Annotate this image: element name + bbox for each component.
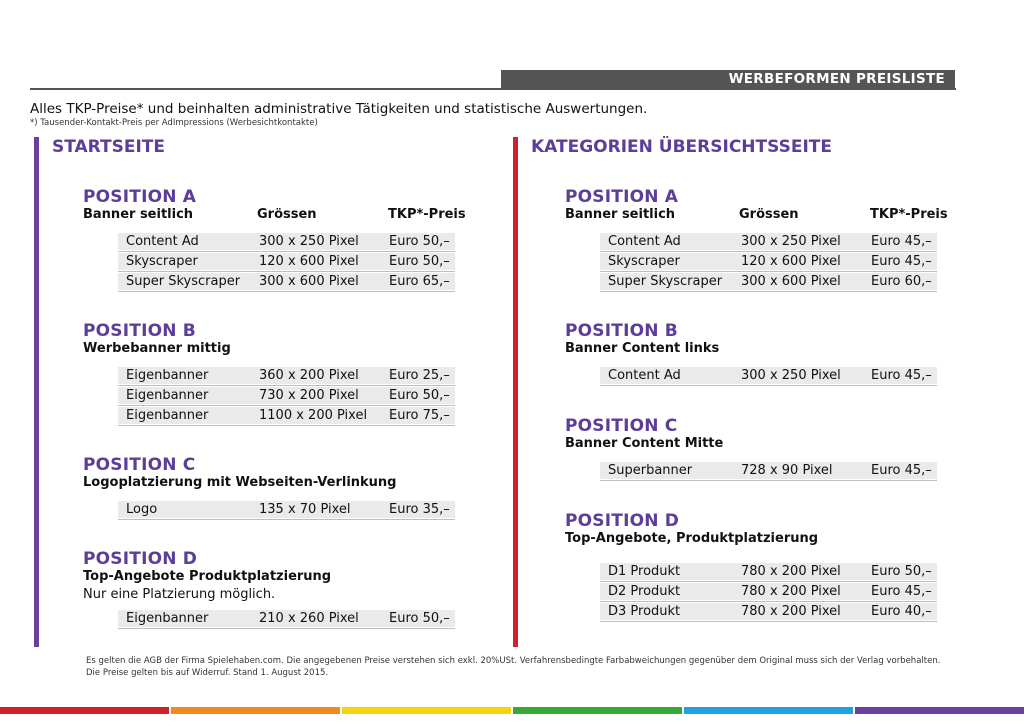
format-cell: Eigenbanner — [118, 407, 251, 424]
position-title: POSITION B — [565, 321, 678, 341]
price-cell: Euro 35,– — [381, 501, 455, 518]
price-table — [118, 609, 455, 629]
size-cell: 780 x 200 Pixel — [733, 603, 863, 620]
price-cell: Euro 50,– — [381, 253, 455, 270]
size-cell: 780 x 200 Pixel — [733, 563, 863, 580]
section-position-d — [565, 511, 965, 622]
table-row — [118, 272, 455, 292]
size-cell: 730 x 200 Pixel — [251, 387, 381, 404]
color-stripe — [342, 707, 511, 714]
table-row — [600, 602, 937, 622]
position-title: POSITION D — [565, 511, 680, 531]
section-position-d — [83, 549, 483, 629]
position-title: POSITION B — [83, 321, 196, 341]
column-accent-bar — [34, 137, 39, 647]
table-row — [600, 582, 937, 602]
header-price: TKP*-Preis — [388, 207, 466, 222]
section-position-a — [83, 187, 483, 292]
subtitle: Banner Content links — [565, 341, 720, 356]
title-rule — [30, 88, 956, 90]
table-row — [600, 461, 937, 481]
price-cell: Euro 45,– — [863, 462, 937, 479]
price-cell: Euro 45,– — [863, 233, 937, 250]
title-bar — [501, 70, 955, 90]
price-table — [118, 366, 455, 426]
price-cell: Euro 50,– — [381, 387, 455, 404]
price-table — [600, 366, 937, 386]
price-table — [118, 500, 455, 520]
format-cell: Eigenbanner — [118, 367, 251, 384]
format-cell: Superbanner — [600, 462, 733, 479]
price-cell: Euro 45,– — [863, 583, 937, 600]
format-cell: Skyscraper — [600, 253, 733, 270]
column-title: STARTSEITE — [52, 137, 165, 157]
format-cell: Super Skyscraper — [600, 273, 733, 290]
size-cell: 120 x 600 Pixel — [251, 253, 381, 270]
subtitle-row — [565, 436, 965, 453]
size-cell: 300 x 250 Pixel — [733, 367, 863, 384]
size-cell: 135 x 70 Pixel — [251, 501, 381, 518]
table-row — [600, 366, 937, 386]
size-cell: 728 x 90 Pixel — [733, 462, 863, 479]
table-row — [118, 500, 455, 520]
size-cell: 120 x 600 Pixel — [733, 253, 863, 270]
table-row — [118, 609, 455, 629]
footnote-text: *) Tausender-Kontakt-Preis per AdImpressions (Werbesichtkontakte) — [30, 118, 318, 128]
format-cell: D2 Produkt — [600, 583, 733, 600]
size-cell: 300 x 600 Pixel — [733, 273, 863, 290]
section-position-c — [83, 455, 483, 520]
subtitle-row — [83, 341, 483, 358]
position-title: POSITION C — [83, 455, 196, 475]
price-cell: Euro 75,– — [381, 407, 455, 424]
size-cell: 360 x 200 Pixel — [251, 367, 381, 384]
format-cell: Eigenbanner — [118, 610, 251, 627]
price-cell: Euro 40,– — [863, 603, 937, 620]
color-stripe-bar — [0, 707, 1024, 714]
price-cell: Euro 45,– — [863, 253, 937, 270]
subtitle: Banner Content Mitte — [565, 436, 724, 451]
section-position-a — [565, 187, 965, 292]
disclaimer — [86, 655, 986, 679]
section-position-b — [83, 321, 483, 426]
format-cell: Content Ad — [600, 367, 733, 384]
color-stripe — [855, 707, 1024, 714]
price-cell: Euro 25,– — [381, 367, 455, 384]
format-cell: Eigenbanner — [118, 387, 251, 404]
format-cell: D1 Produkt — [600, 563, 733, 580]
subtitle: Top-Angebote, Produktplatzierung — [565, 531, 819, 546]
size-cell: 300 x 250 Pixel — [251, 233, 381, 250]
disclaimer-line: Die Preise gelten bis auf Widerruf. Stand 1. August 2015. — [86, 668, 329, 678]
price-cell: Euro 45,– — [863, 367, 937, 384]
subtitle-row — [565, 341, 965, 358]
table-row — [600, 252, 937, 272]
column-kategorien — [513, 137, 953, 647]
intro-text: Alles TKP-Preise* und beinhalten administrative Tätigkeiten und statistische Auswertungen. — [30, 101, 648, 117]
column-startseite — [34, 137, 474, 647]
format-cell: D3 Produkt — [600, 603, 733, 620]
table-row — [600, 232, 937, 252]
price-cell: Euro 50,– — [863, 563, 937, 580]
header-size: Grössen — [257, 207, 317, 222]
price-table — [600, 461, 937, 481]
table-header — [83, 207, 483, 224]
table-row — [118, 386, 455, 406]
subtitle-row — [83, 569, 483, 586]
format-cell: Super Skyscraper — [118, 273, 251, 290]
table-row — [600, 562, 937, 582]
table-header — [565, 207, 965, 224]
table-row — [118, 252, 455, 272]
subtitle-row — [83, 475, 483, 492]
header-size: Grössen — [739, 207, 799, 222]
disclaimer-line: Es gelten die AGB der Firma Spielehaben.com. Die angegebenen Preise verstehen sich exkl. 20%USt. Verfahrensbedingte Farbabweichungen gegenüber dem Original muss sich der Verlag vorbehalten. — [86, 656, 941, 666]
table-row — [118, 232, 455, 252]
subtitle: Banner seitlich — [83, 207, 194, 222]
price-cell: Euro 65,– — [381, 273, 455, 290]
format-cell: Skyscraper — [118, 253, 251, 270]
subtitle: Banner seitlich — [565, 207, 676, 222]
page-title: WERBEFORMEN PREISLISTE — [728, 71, 945, 87]
subtitle: Top-Angebote Produktplatzierung — [83, 569, 332, 584]
header-price: TKP*-Preis — [870, 207, 948, 222]
price-table — [118, 232, 455, 292]
position-title: POSITION A — [83, 187, 197, 207]
column-accent-bar — [513, 137, 518, 647]
price-table — [600, 562, 937, 622]
position-title: POSITION D — [83, 549, 198, 569]
price-cell: Euro 60,– — [863, 273, 937, 290]
position-title: POSITION A — [565, 187, 679, 207]
position-title: POSITION C — [565, 416, 678, 436]
color-stripe — [171, 707, 340, 714]
format-cell: Content Ad — [118, 233, 251, 250]
format-cell: Content Ad — [600, 233, 733, 250]
color-stripe — [513, 707, 682, 714]
placement-note: Nur eine Platzierung möglich. — [83, 587, 276, 602]
subtitle: Logoplatzierung mit Webseiten-Verlinkung — [83, 475, 397, 490]
size-cell: 210 x 260 Pixel — [251, 610, 381, 627]
subtitle-row — [565, 531, 965, 548]
table-row — [118, 366, 455, 386]
column-title: KATEGORIEN ÜBERSICHTSSEITE — [531, 137, 833, 157]
table-row — [600, 272, 937, 292]
color-stripe — [0, 707, 169, 714]
price-cell: Euro 50,– — [381, 610, 455, 627]
size-cell: 300 x 250 Pixel — [733, 233, 863, 250]
size-cell: 1100 x 200 Pixel — [251, 407, 381, 424]
section-position-b — [565, 321, 965, 386]
price-cell: Euro 50,– — [381, 233, 455, 250]
color-stripe — [684, 707, 853, 714]
size-cell: 300 x 600 Pixel — [251, 273, 381, 290]
format-cell: Logo — [118, 501, 251, 518]
section-position-c — [565, 416, 965, 481]
table-row — [118, 406, 455, 426]
price-table — [600, 232, 937, 292]
size-cell: 780 x 200 Pixel — [733, 583, 863, 600]
subtitle: Werbebanner mittig — [83, 341, 231, 356]
